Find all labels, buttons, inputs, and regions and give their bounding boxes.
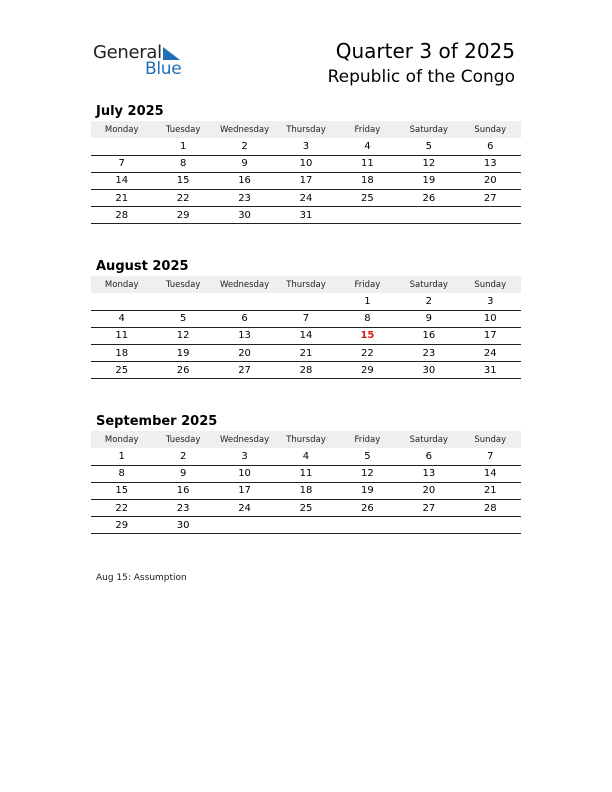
week-row [91, 500, 521, 517]
day-cell: 19 [398, 172, 459, 189]
day-cell [214, 293, 275, 310]
day-cell: 27 [214, 362, 275, 379]
weekday-header: Sunday [460, 431, 521, 448]
day-cell [275, 517, 336, 534]
day-cell: 14 [460, 465, 521, 482]
logo [93, 42, 193, 80]
logo-word-blue: Blue [145, 59, 182, 79]
weekday-header: Tuesday [152, 276, 213, 293]
day-cell [152, 293, 213, 310]
day-cell: 21 [460, 482, 521, 499]
weekday-header: Wednesday [214, 276, 275, 293]
day-cell: 11 [275, 465, 336, 482]
day-cell: 5 [337, 448, 398, 465]
day-cell: 20 [460, 172, 521, 189]
week-row [91, 482, 521, 499]
day-cell: 25 [275, 500, 336, 517]
day-cell: 23 [152, 500, 213, 517]
day-cell: 6 [398, 448, 459, 465]
week-row [91, 465, 521, 482]
day-cell: 12 [152, 327, 213, 344]
day-cell: 3 [214, 448, 275, 465]
weekday-header: Friday [337, 431, 398, 448]
weekday-header: Saturday [398, 276, 459, 293]
weekday-header: Thursday [275, 431, 336, 448]
weekday-header: Saturday [398, 121, 459, 138]
week-row [91, 310, 521, 327]
month-july [91, 102, 521, 224]
weekday-header: Thursday [275, 276, 336, 293]
day-cell: 12 [398, 155, 459, 172]
day-cell: 6 [460, 138, 521, 155]
month-september [91, 412, 521, 534]
day-cell [214, 517, 275, 534]
logo-word-general: General [93, 42, 162, 63]
week-row [91, 448, 521, 465]
day-cell: 26 [152, 362, 213, 379]
weekday-header: Tuesday [152, 431, 213, 448]
weekday-header: Wednesday [214, 431, 275, 448]
day-cell: 11 [337, 155, 398, 172]
week-row [91, 345, 521, 362]
day-cell: 1 [91, 448, 152, 465]
month-title: September 2025 [96, 414, 218, 429]
day-cell [91, 293, 152, 310]
day-cell: 12 [337, 465, 398, 482]
day-cell: 28 [91, 207, 152, 224]
day-cell: 9 [214, 155, 275, 172]
day-cell: 27 [460, 190, 521, 207]
week-row [91, 293, 521, 310]
weekday-header: Sunday [460, 121, 521, 138]
weekday-header: Saturday [398, 431, 459, 448]
day-cell [337, 517, 398, 534]
weekday-header: Tuesday [152, 121, 213, 138]
day-cell: 16 [214, 172, 275, 189]
day-cell: 25 [337, 190, 398, 207]
day-cell: 18 [337, 172, 398, 189]
week-row [91, 138, 521, 155]
holiday-note: Aug 15: Assumption [96, 573, 187, 583]
day-cell: 18 [275, 482, 336, 499]
day-cell: 3 [275, 138, 336, 155]
day-cell: 8 [152, 155, 213, 172]
month-title: August 2025 [96, 259, 189, 274]
day-cell: 13 [460, 155, 521, 172]
day-cell: 17 [460, 327, 521, 344]
day-cell: 16 [398, 327, 459, 344]
day-cell: 9 [398, 310, 459, 327]
day-cell: 30 [152, 517, 213, 534]
day-cell: 23 [398, 345, 459, 362]
day-cell: 15 [152, 172, 213, 189]
day-cell: 15 [91, 482, 152, 499]
day-cell [460, 517, 521, 534]
day-cell-holiday: 15 [337, 327, 398, 344]
day-cell: 5 [398, 138, 459, 155]
holiday-notes [96, 573, 187, 583]
day-cell: 20 [214, 345, 275, 362]
day-cell [91, 138, 152, 155]
day-cell: 2 [398, 293, 459, 310]
day-cell: 17 [275, 172, 336, 189]
day-cell: 30 [214, 207, 275, 224]
day-cell: 31 [460, 362, 521, 379]
day-cell [337, 207, 398, 224]
week-row [91, 172, 521, 189]
day-cell: 28 [460, 500, 521, 517]
day-cell: 29 [91, 517, 152, 534]
day-cell: 19 [152, 345, 213, 362]
day-cell: 14 [91, 172, 152, 189]
calendar-grid [91, 276, 521, 379]
day-cell: 8 [337, 310, 398, 327]
day-cell: 29 [152, 207, 213, 224]
day-cell: 30 [398, 362, 459, 379]
day-cell [398, 517, 459, 534]
day-cell: 5 [152, 310, 213, 327]
day-cell: 16 [152, 482, 213, 499]
day-cell: 17 [214, 482, 275, 499]
day-cell: 14 [275, 327, 336, 344]
weekday-header: Wednesday [214, 121, 275, 138]
day-cell: 7 [91, 155, 152, 172]
week-row [91, 327, 521, 344]
week-row [91, 207, 521, 224]
day-cell: 13 [398, 465, 459, 482]
page-subtitle: Republic of the Congo [327, 67, 515, 87]
day-cell: 1 [152, 138, 213, 155]
weekday-header: Friday [337, 121, 398, 138]
weekday-header: Monday [91, 276, 152, 293]
day-cell: 19 [337, 482, 398, 499]
day-cell: 23 [214, 190, 275, 207]
day-cell: 4 [91, 310, 152, 327]
day-cell: 18 [91, 345, 152, 362]
day-cell: 25 [91, 362, 152, 379]
day-cell: 24 [460, 345, 521, 362]
day-cell: 10 [460, 310, 521, 327]
week-row [91, 190, 521, 207]
day-cell: 24 [275, 190, 336, 207]
weekday-header: Monday [91, 431, 152, 448]
day-cell: 10 [214, 465, 275, 482]
day-cell: 21 [275, 345, 336, 362]
day-cell: 7 [275, 310, 336, 327]
day-cell [398, 207, 459, 224]
day-cell: 1 [337, 293, 398, 310]
day-cell: 13 [214, 327, 275, 344]
day-cell: 31 [275, 207, 336, 224]
day-cell: 24 [214, 500, 275, 517]
day-cell: 21 [91, 190, 152, 207]
day-cell: 4 [275, 448, 336, 465]
week-row [91, 362, 521, 379]
month-title: July 2025 [96, 104, 164, 119]
day-cell: 26 [337, 500, 398, 517]
day-cell: 3 [460, 293, 521, 310]
day-cell: 22 [337, 345, 398, 362]
day-cell: 2 [214, 138, 275, 155]
calendar-grid [91, 431, 521, 534]
page-title: Quarter 3 of 2025 [335, 39, 515, 63]
weekday-header: Thursday [275, 121, 336, 138]
calendar-grid [91, 121, 521, 224]
day-cell [275, 293, 336, 310]
day-cell: 29 [337, 362, 398, 379]
day-cell: 11 [91, 327, 152, 344]
day-cell [460, 207, 521, 224]
day-cell: 10 [275, 155, 336, 172]
week-row [91, 155, 521, 172]
day-cell: 22 [152, 190, 213, 207]
day-cell: 7 [460, 448, 521, 465]
day-cell: 26 [398, 190, 459, 207]
day-cell: 28 [275, 362, 336, 379]
day-cell: 22 [91, 500, 152, 517]
weekday-header: Friday [337, 276, 398, 293]
week-row [91, 517, 521, 534]
day-cell: 9 [152, 465, 213, 482]
weekday-header: Monday [91, 121, 152, 138]
day-cell: 27 [398, 500, 459, 517]
weekday-header: Sunday [460, 276, 521, 293]
month-august [91, 257, 521, 379]
day-cell: 4 [337, 138, 398, 155]
day-cell: 2 [152, 448, 213, 465]
day-cell: 6 [214, 310, 275, 327]
day-cell: 20 [398, 482, 459, 499]
day-cell: 8 [91, 465, 152, 482]
